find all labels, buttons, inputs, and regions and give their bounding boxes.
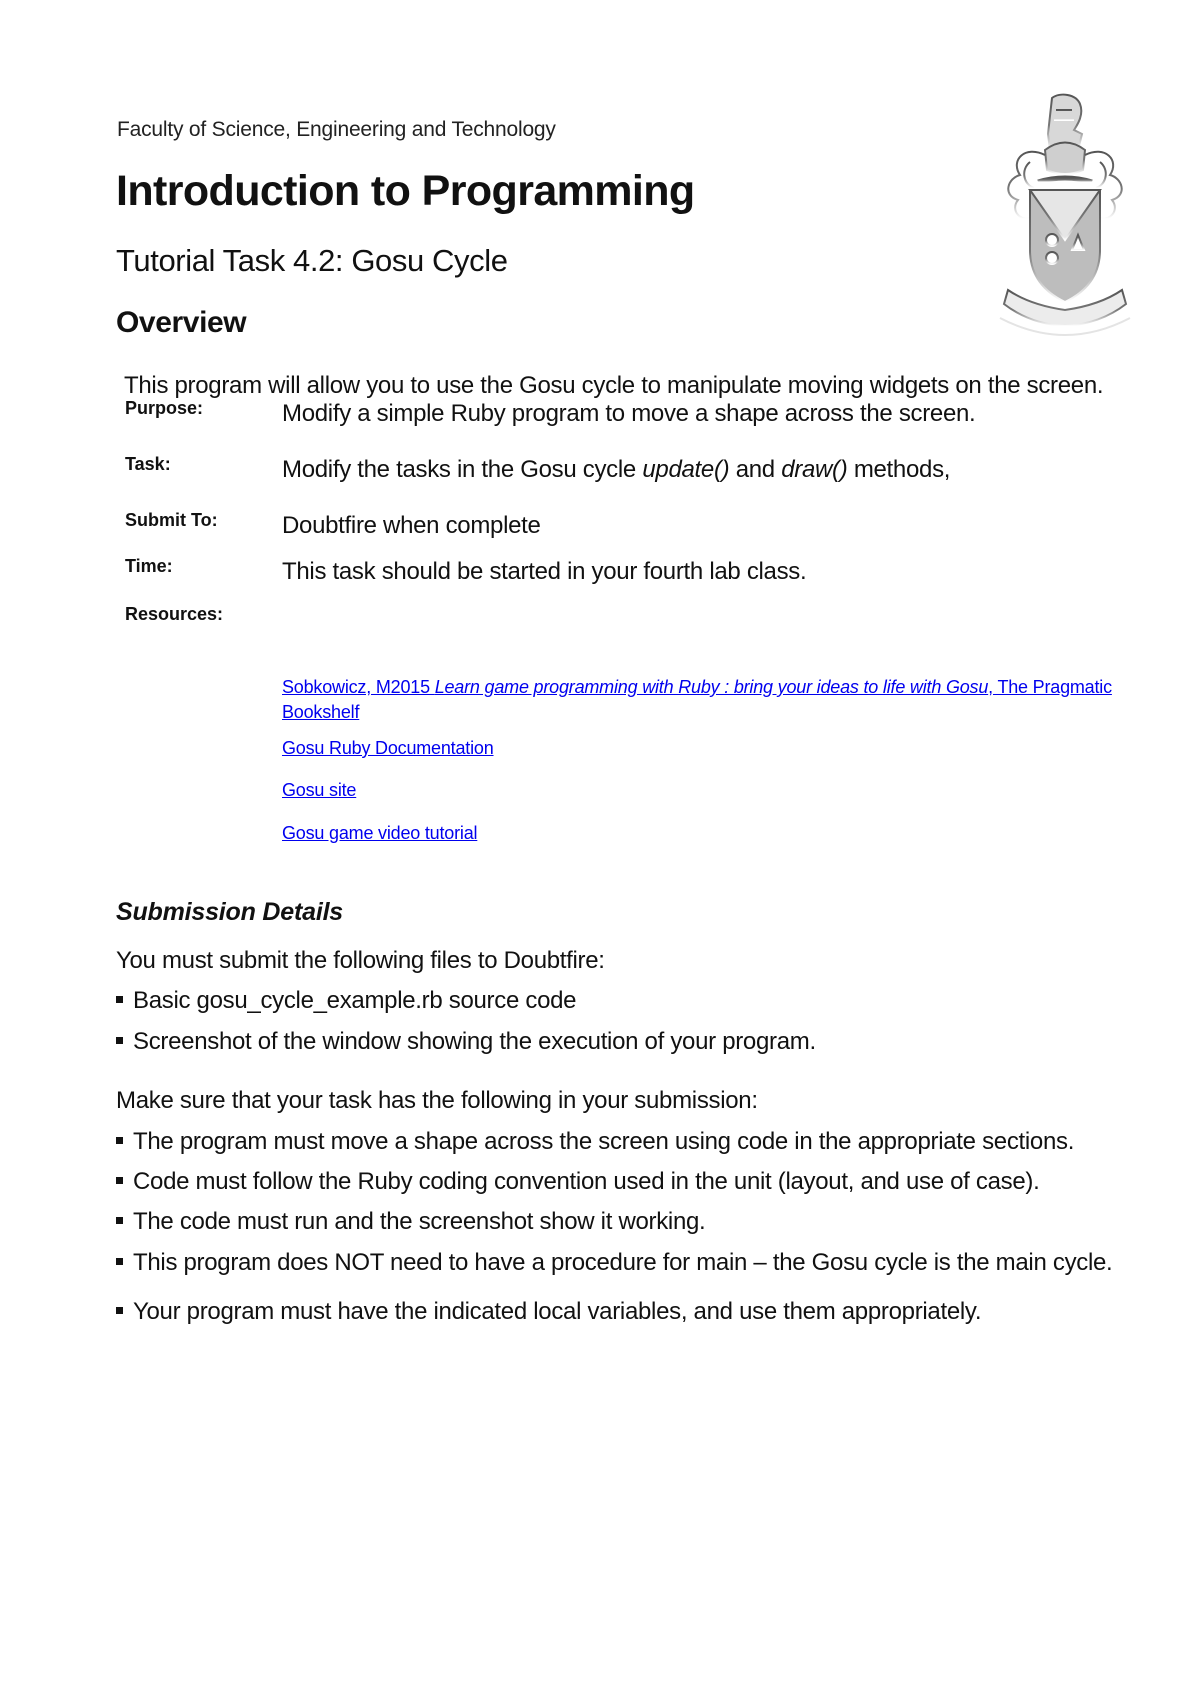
document-title: Introduction to Programming bbox=[116, 167, 695, 215]
list-item: Code must follow the Ruby coding convention used in the unit (layout, and use of case). bbox=[116, 1168, 1039, 1196]
files-intro: You must submit the following files to Doubtfire: bbox=[116, 947, 605, 974]
list-item: The code must run and the screenshot show it working. bbox=[116, 1208, 705, 1236]
list-item: Basic gosu_cycle_example.rb source code bbox=[116, 987, 576, 1015]
list-item: This program does NOT need to have a procedure for main – the Gosu cycle is the main cycle. bbox=[116, 1249, 1112, 1277]
time-value: This task should be started in your fourth lab class. bbox=[282, 558, 807, 585]
document-subtitle: Tutorial Task 4.2: Gosu Cycle bbox=[116, 243, 508, 278]
overview-heading: Overview bbox=[116, 306, 247, 339]
gosu-docs-link[interactable]: Gosu Ruby Documentation bbox=[282, 738, 494, 758]
list-item: Screenshot of the window showing the execution of your program. bbox=[116, 1028, 816, 1056]
bullet-icon bbox=[116, 1307, 123, 1314]
bullet-icon bbox=[116, 1137, 123, 1144]
resources-label: Resources: bbox=[125, 604, 224, 624]
overview-intro: This program will allow you to use the Gosu cycle to manipulate moving widgets on the screen. bbox=[124, 372, 1104, 399]
purpose-label: Purpose: bbox=[125, 398, 204, 418]
book-reference-link[interactable]: Sobkowicz, M2015 Learn game programming with Ruby : bring your ideas to life with Gosu, The Pragmatic Bookshelf bbox=[282, 677, 1112, 722]
submit-to-label: Submit To: bbox=[125, 510, 218, 530]
task-value: Modify the tasks in the Gosu cycle update() and draw() methods, bbox=[282, 456, 951, 483]
gosu-video-tutorial-link[interactable]: Gosu game video tutorial bbox=[282, 823, 478, 843]
submit-to-value: Doubtfire when complete bbox=[282, 512, 541, 539]
submission-heading: Submission Details bbox=[116, 898, 344, 926]
purpose-value: Modify a simple Ruby program to move a shape across the screen. bbox=[282, 400, 976, 427]
bullet-icon bbox=[116, 1177, 123, 1184]
gosu-site-link[interactable]: Gosu site bbox=[282, 780, 357, 800]
task-label: Task: bbox=[125, 454, 171, 474]
bullet-icon bbox=[116, 1037, 123, 1044]
list-item: The program must move a shape across the screen using code in the appropriate sections. bbox=[116, 1128, 1074, 1156]
check-intro: Make sure that your task has the following in your submission: bbox=[116, 1087, 758, 1114]
faculty-name: Faculty of Science, Engineering and Technology bbox=[117, 118, 556, 141]
bullet-icon bbox=[116, 996, 123, 1003]
list-item: Your program must have the indicated local variables, and use them appropriately. bbox=[116, 1298, 981, 1326]
bullet-icon bbox=[116, 1217, 123, 1224]
bullet-icon bbox=[116, 1258, 123, 1265]
time-label: Time: bbox=[125, 556, 173, 576]
university-crest-logo bbox=[990, 90, 1140, 360]
